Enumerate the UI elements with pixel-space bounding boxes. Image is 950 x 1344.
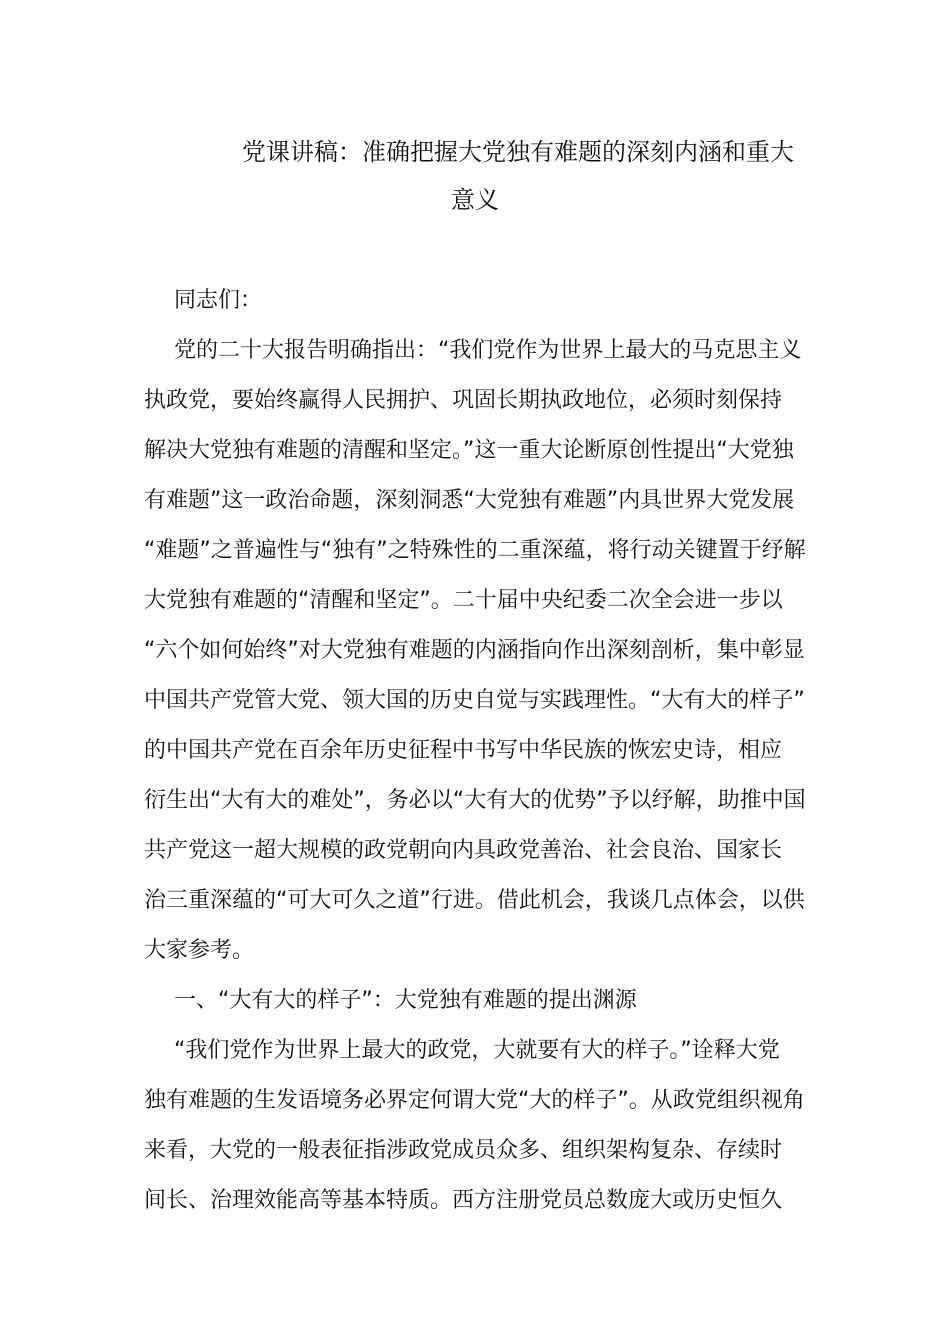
section-heading: 一、“大有大的样子”：大党独有难题的提出渊源 <box>174 988 637 1013</box>
title-line-2: 意义 <box>451 186 499 214</box>
paragraph-line: “我们党作为世界上最大的政党，大就要有大的样子。”诠释大党 <box>174 1038 780 1063</box>
document-title <box>146 128 804 224</box>
paragraph-line: 的中国共产党在百余年历史征程中书写中华民族的恢宏史诗，相应 <box>144 738 783 763</box>
paragraph-line: “六个如何始终”对大党独有难题的内涵指向作出深刻剖析，集中彰显 <box>144 638 805 663</box>
salutation: 同志们： <box>174 288 263 313</box>
paragraph-line: 党的二十大报告明确指出：“我们党作为世界上最大的马克思主义 <box>174 338 802 363</box>
paragraph-line: 有难题”这一政治命题，深刻洞悉“大党独有难题”内具世界大党发展 <box>144 488 795 513</box>
paragraph-line: “难题”之普遍性与“独有”之特殊性的二重深蕴，将行动关键置于纾解 <box>144 538 806 563</box>
paragraph-line: 独有难题的生发语境务必界定何谓大党“大的样子”。从政党组织视角 <box>144 1088 805 1113</box>
paragraph-line: 解决大党独有难题的清醒和坚定。”这一重大论断原创性提出“大党独 <box>144 438 794 463</box>
document-body <box>144 276 808 1226</box>
paragraph-line: 共产党这一超大规模的政党朝向内具政党善治、社会良治、国家长 <box>144 838 783 863</box>
paragraph-line: 大党独有难题的“清醒和坚定”。二十届中央纪委二次全会进一步以 <box>144 588 783 613</box>
paragraph-line: 中国共产党管大党、领大国的历史自觉与实践理性。“大有大的样子” <box>144 688 805 713</box>
paragraph-line: 间长、治理效能高等基本特质。西方注册党员总数庞大或历史恒久 <box>144 1188 783 1213</box>
paragraph-line: 执政党，要始终赢得人民拥护、巩固长期执政地位，必须时刻保持 <box>144 388 783 413</box>
paragraph-line: 来看，大党的一般表征指涉政党成员众多、组织架构复杂、存续时 <box>144 1138 783 1163</box>
title-line-1: 党课讲稿：准确把握大党独有难题的深刻内涵和重大 <box>242 138 794 166</box>
paragraph-line: 大家参考。 <box>144 938 255 963</box>
paragraph-line: 衍生出“大有大的难处”，务必以“大有大的优势”予以纾解，助推中国 <box>144 788 806 813</box>
paragraph-line: 治三重深蕴的“可大可久之道”行进。借此机会，我谈几点体会，以供 <box>144 888 805 913</box>
